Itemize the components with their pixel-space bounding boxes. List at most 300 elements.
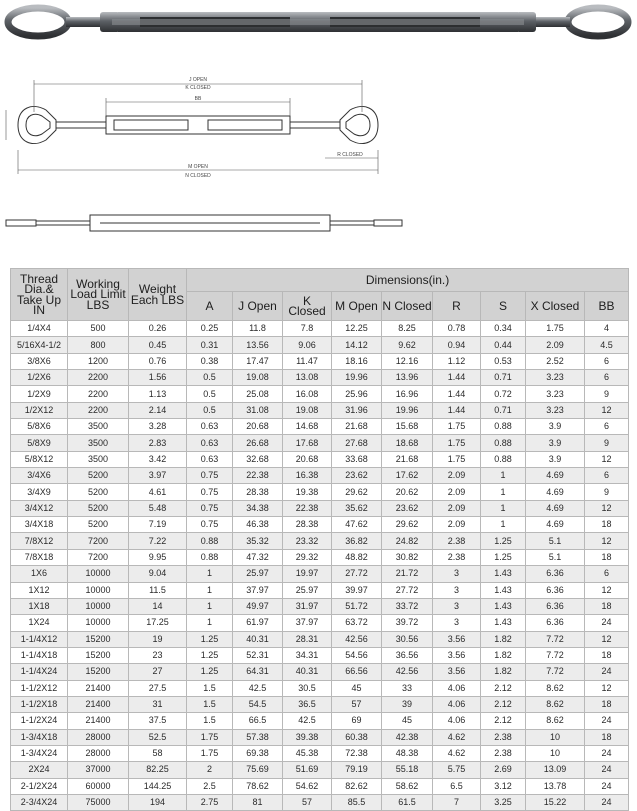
table-cell: 1.13 [129, 386, 187, 402]
table-cell: 19.08 [283, 402, 332, 418]
turnbuckle-spec-table [10, 268, 629, 811]
table-cell: 1-1/4X18 [11, 647, 68, 663]
table-cell: 1 [187, 615, 233, 631]
table-cell: 61.5 [382, 794, 433, 810]
table-cell: 39.97 [332, 582, 382, 598]
table-cell: 1.5 [187, 696, 233, 712]
table-cell: 1-1/4X24 [11, 664, 68, 680]
table-cell: 3.56 [433, 647, 481, 663]
table-cell: 1 [481, 517, 526, 533]
table-cell: 19.38 [283, 484, 332, 500]
table-cell: 2.5 [187, 778, 233, 794]
table-cell: 12 [585, 631, 629, 647]
table-cell: 82.62 [332, 778, 382, 794]
table-cell: 2.83 [129, 435, 187, 451]
table-row [11, 468, 629, 484]
table-cell: 14.12 [332, 337, 382, 353]
table-cell: 31 [129, 696, 187, 712]
table-cell: 37.5 [129, 713, 187, 729]
table-cell: 30.82 [382, 549, 433, 565]
table-cell: 1.25 [187, 631, 233, 647]
table-cell: 39.38 [283, 729, 332, 745]
table-cell: 37000 [68, 762, 129, 778]
table-cell: 7/8X12 [11, 533, 68, 549]
table-cell: 36.56 [382, 647, 433, 663]
table-cell: 19.96 [382, 402, 433, 418]
header-x: X Closed [526, 292, 585, 321]
table-cell: 21400 [68, 713, 129, 729]
table-row [11, 353, 629, 369]
table-row [11, 419, 629, 435]
label-k-closed: K CLOSED [185, 85, 211, 91]
table-cell: 17.25 [129, 615, 187, 631]
table-cell: 7200 [68, 533, 129, 549]
table-cell: 34.31 [283, 647, 332, 663]
table-cell: 42.5 [283, 713, 332, 729]
table-cell: 51.69 [283, 762, 332, 778]
table-cell: 3.9 [526, 451, 585, 467]
header-a: A [187, 292, 233, 321]
table-cell: 5/8X12 [11, 451, 68, 467]
table-cell: 3.97 [129, 468, 187, 484]
table-cell: 1.82 [481, 647, 526, 663]
table-cell: 54.62 [283, 778, 332, 794]
table-row [11, 713, 629, 729]
table-cell: 11.47 [283, 353, 332, 369]
table-cell: 0.5 [187, 402, 233, 418]
table-cell: 4.69 [526, 468, 585, 484]
table-cell: 10 [526, 729, 585, 745]
dimension-drawing [0, 72, 637, 182]
table-cell: 85.5 [332, 794, 382, 810]
table-cell: 3500 [68, 435, 129, 451]
header-n: N Closed [382, 292, 433, 321]
table-cell: 1.43 [481, 598, 526, 614]
table-row [11, 500, 629, 516]
table-cell: 1-1/2X18 [11, 696, 68, 712]
table-cell: 28.38 [283, 517, 332, 533]
table-cell: 47.32 [233, 549, 283, 565]
table-cell: 8.25 [382, 321, 433, 337]
table-cell: 2-3/4X24 [11, 794, 68, 810]
table-cell: 4.62 [433, 729, 481, 745]
table-cell: 4.69 [526, 500, 585, 516]
table-cell: 5200 [68, 468, 129, 484]
table-cell: 23.32 [283, 533, 332, 549]
table-cell: 15.68 [382, 419, 433, 435]
table-cell: 1X18 [11, 598, 68, 614]
table-cell: 9 [585, 386, 629, 402]
table-cell: 18 [585, 598, 629, 614]
table-cell: 4.06 [433, 680, 481, 696]
table-cell: 7.8 [283, 321, 332, 337]
table-cell: 3/4X6 [11, 468, 68, 484]
table-cell: 1-1/2X12 [11, 680, 68, 696]
table-cell: 5.75 [433, 762, 481, 778]
table-cell: 1200 [68, 353, 129, 369]
table-cell: 16.08 [283, 386, 332, 402]
table-cell: 0.63 [187, 435, 233, 451]
table-cell: 3.12 [481, 778, 526, 794]
table-cell: 2.38 [481, 729, 526, 745]
table-cell: 6.5 [433, 778, 481, 794]
table-cell: 23.62 [332, 468, 382, 484]
table-cell: 14 [129, 598, 187, 614]
table-cell: 51.72 [332, 598, 382, 614]
label-total-open: M OPEN [188, 164, 208, 170]
table-cell: 25.96 [332, 386, 382, 402]
table-cell: 21.72 [382, 566, 433, 582]
table-cell: 2.38 [481, 745, 526, 761]
table-cell: 78.62 [233, 778, 283, 794]
header-m: M Open [332, 292, 382, 321]
table-cell: 37.97 [283, 615, 332, 631]
table-cell: 1.75 [433, 435, 481, 451]
table-row [11, 517, 629, 533]
table-cell: 1.44 [433, 370, 481, 386]
table-cell: 24 [585, 745, 629, 761]
table-cell: 6.36 [526, 598, 585, 614]
table-cell: 75.69 [233, 762, 283, 778]
table-cell: 2.12 [481, 696, 526, 712]
table-cell: 7.72 [526, 647, 585, 663]
table-cell: 0.88 [187, 549, 233, 565]
table-cell: 58.62 [382, 778, 433, 794]
table-cell: 82.25 [129, 762, 187, 778]
table-cell: 3/4X9 [11, 484, 68, 500]
table-cell: 5.1 [526, 533, 585, 549]
table-cell: 9.06 [283, 337, 332, 353]
table-cell: 0.26 [129, 321, 187, 337]
table-cell: 1 [187, 566, 233, 582]
table-row [11, 435, 629, 451]
table-cell: 17.68 [283, 435, 332, 451]
table-cell: 4.06 [433, 696, 481, 712]
table-cell: 1.25 [481, 533, 526, 549]
table-row [11, 370, 629, 386]
table-cell: 19.97 [283, 566, 332, 582]
table-cell: 30.5 [283, 680, 332, 696]
table-cell: 0.75 [187, 500, 233, 516]
table-cell: 12 [585, 451, 629, 467]
table-cell: 2.09 [433, 500, 481, 516]
table-cell: 3500 [68, 419, 129, 435]
table-row [11, 337, 629, 353]
table-cell: 63.72 [332, 615, 382, 631]
table-cell: 0.88 [481, 435, 526, 451]
table-cell: 60.38 [332, 729, 382, 745]
table-cell: 5/8X6 [11, 419, 68, 435]
table-cell: 57 [332, 696, 382, 712]
table-cell: 57 [283, 794, 332, 810]
table-cell: 36.5 [283, 696, 332, 712]
table-cell: 33 [382, 680, 433, 696]
table-cell: 7200 [68, 549, 129, 565]
table-cell: 7.22 [129, 533, 187, 549]
turnbuckle-side-view [0, 205, 637, 241]
table-cell: 3/4X12 [11, 500, 68, 516]
table-cell: 2X24 [11, 762, 68, 778]
table-cell: 0.94 [433, 337, 481, 353]
table-cell: 18 [585, 696, 629, 712]
table-cell: 3.56 [433, 664, 481, 680]
table-cell: 1 [481, 468, 526, 484]
table-cell: 31.96 [332, 402, 382, 418]
table-row [11, 402, 629, 418]
table-cell: 75000 [68, 794, 129, 810]
table-cell: 24 [585, 794, 629, 810]
table-cell: 1X24 [11, 615, 68, 631]
table-cell: 33.68 [332, 451, 382, 467]
header-thread: Thread Dia.& Take Up IN [11, 269, 68, 321]
table-cell: 1X6 [11, 566, 68, 582]
table-cell: 194 [129, 794, 187, 810]
table-cell: 3.23 [526, 386, 585, 402]
table-row [11, 598, 629, 614]
table-cell: 35.62 [332, 500, 382, 516]
table-cell: 3 [433, 582, 481, 598]
table-cell: 5/16X4-1/2 [11, 337, 68, 353]
table-cell: 1.5 [187, 680, 233, 696]
table-cell: 3.9 [526, 419, 585, 435]
table-cell: 4.69 [526, 484, 585, 500]
table-row [11, 729, 629, 745]
table-cell: 18 [585, 549, 629, 565]
table-cell: 1.75 [433, 451, 481, 467]
table-row [11, 696, 629, 712]
table-cell: 1/2X12 [11, 402, 68, 418]
table-cell: 69.38 [233, 745, 283, 761]
table-cell: 0.75 [187, 468, 233, 484]
table-cell: 31.97 [283, 598, 332, 614]
table-cell: 1 [481, 484, 526, 500]
table-cell: 3/4X18 [11, 517, 68, 533]
table-cell: 1-3/4X24 [11, 745, 68, 761]
table-cell: 20.62 [382, 484, 433, 500]
table-cell: 8.62 [526, 680, 585, 696]
table-cell: 2.09 [433, 517, 481, 533]
table-cell: 18 [585, 647, 629, 663]
table-cell: 81 [233, 794, 283, 810]
table-cell: 24 [585, 713, 629, 729]
table-cell: 25.08 [233, 386, 283, 402]
table-cell: 13.09 [526, 762, 585, 778]
table-cell: 23.62 [382, 500, 433, 516]
table-cell: 25.97 [283, 582, 332, 598]
table-cell: 47.62 [332, 517, 382, 533]
table-row [11, 778, 629, 794]
table-cell: 7.72 [526, 631, 585, 647]
table-cell: 1.44 [433, 386, 481, 402]
table-row [11, 647, 629, 663]
table-cell: 39.72 [382, 615, 433, 631]
header-s: S [481, 292, 526, 321]
table-cell: 0.44 [481, 337, 526, 353]
table-cell: 1.25 [187, 664, 233, 680]
table-cell: 3.56 [433, 631, 481, 647]
table-cell: 48.82 [332, 549, 382, 565]
table-cell: 1.43 [481, 615, 526, 631]
table-cell: 17.62 [382, 468, 433, 484]
table-cell: 0.88 [481, 419, 526, 435]
table-cell: 2200 [68, 370, 129, 386]
table-cell: 28.31 [283, 631, 332, 647]
table-cell: 3.9 [526, 435, 585, 451]
table-cell: 4.69 [526, 517, 585, 533]
table-cell: 15.22 [526, 794, 585, 810]
table-cell: 1.82 [481, 664, 526, 680]
table-cell: 49.97 [233, 598, 283, 614]
table-row [11, 762, 629, 778]
table-row [11, 549, 629, 565]
table-row [11, 582, 629, 598]
table-cell: 66.56 [332, 664, 382, 680]
table-row [11, 680, 629, 696]
table-cell: 8.62 [526, 696, 585, 712]
table-cell: 28000 [68, 745, 129, 761]
table-cell: 2200 [68, 386, 129, 402]
header-load-limit: Working Load Limit LBS [68, 269, 129, 321]
table-cell: 18.68 [382, 435, 433, 451]
table-cell: 10 [526, 745, 585, 761]
table-cell: 20.68 [283, 451, 332, 467]
table-cell: 28.38 [233, 484, 283, 500]
header-r: R [433, 292, 481, 321]
table-cell: 0.25 [187, 321, 233, 337]
table-cell: 45 [382, 713, 433, 729]
table-cell: 16.96 [382, 386, 433, 402]
table-cell: 21400 [68, 680, 129, 696]
table-cell: 42.38 [382, 729, 433, 745]
table-cell: 19.96 [332, 370, 382, 386]
table-cell: 46.38 [233, 517, 283, 533]
table-cell: 1.75 [433, 419, 481, 435]
header-j: J Open [233, 292, 283, 321]
table-row [11, 794, 629, 810]
table-cell: 1.75 [187, 729, 233, 745]
table-cell: 1.82 [481, 631, 526, 647]
table-cell: 0.31 [187, 337, 233, 353]
table-cell: 4.5 [585, 337, 629, 353]
table-cell: 37.97 [233, 582, 283, 598]
table-cell: 27.72 [382, 582, 433, 598]
table-cell: 13.78 [526, 778, 585, 794]
table-cell: 0.76 [129, 353, 187, 369]
table-cell: 500 [68, 321, 129, 337]
table-row [11, 745, 629, 761]
table-cell: 9.04 [129, 566, 187, 582]
table-cell: 3.23 [526, 370, 585, 386]
table-cell: 25.97 [233, 566, 283, 582]
table-cell: 24 [585, 615, 629, 631]
table-cell: 13.56 [233, 337, 283, 353]
table-cell: 2.09 [433, 484, 481, 500]
table-row [11, 484, 629, 500]
table-cell: 6.36 [526, 615, 585, 631]
table-cell: 24 [585, 664, 629, 680]
table-cell: 19.08 [233, 370, 283, 386]
table-cell: 27.5 [129, 680, 187, 696]
table-cell: 13.96 [382, 370, 433, 386]
table-cell: 3.25 [481, 794, 526, 810]
table-row [11, 615, 629, 631]
table-cell: 0.88 [481, 451, 526, 467]
table-cell: 54.56 [332, 647, 382, 663]
table-cell: 0.75 [187, 484, 233, 500]
table-cell: 2.69 [481, 762, 526, 778]
table-cell: 1-3/4X18 [11, 729, 68, 745]
table-cell: 3.28 [129, 419, 187, 435]
table-cell: 21400 [68, 696, 129, 712]
table-cell: 9.62 [382, 337, 433, 353]
table-cell: 0.38 [187, 353, 233, 369]
table-cell: 0.5 [187, 386, 233, 402]
table-row [11, 631, 629, 647]
label-body: BB [194, 96, 202, 102]
table-cell: 2.14 [129, 402, 187, 418]
table-cell: 52.31 [233, 647, 283, 663]
table-cell: 2-1/2X24 [11, 778, 68, 794]
table-cell: 144.25 [129, 778, 187, 794]
table-cell: 66.5 [233, 713, 283, 729]
table-cell: 0.71 [481, 402, 526, 418]
table-cell: 30.56 [382, 631, 433, 647]
table-cell: 3 [433, 615, 481, 631]
table-cell: 42.56 [382, 664, 433, 680]
table-cell: 60000 [68, 778, 129, 794]
table-cell: 4.62 [433, 745, 481, 761]
table-cell: 5200 [68, 517, 129, 533]
table-cell: 42.56 [332, 631, 382, 647]
table-cell: 2.09 [433, 468, 481, 484]
table-cell: 4.61 [129, 484, 187, 500]
table-cell: 5.1 [526, 549, 585, 565]
table-cell: 2.38 [433, 549, 481, 565]
table-cell: 22.38 [283, 500, 332, 516]
table-cell: 0.53 [481, 353, 526, 369]
table-cell: 0.75 [187, 517, 233, 533]
table-cell: 7.19 [129, 517, 187, 533]
table-cell: 18 [585, 517, 629, 533]
table-cell: 2.09 [526, 337, 585, 353]
table-cell: 15200 [68, 664, 129, 680]
label-j-open: J OPEN [188, 77, 208, 83]
table-cell: 3.23 [526, 402, 585, 418]
table-cell: 6.36 [526, 566, 585, 582]
table-cell: 9.95 [129, 549, 187, 565]
table-cell: 64.31 [233, 664, 283, 680]
table-cell: 6 [585, 353, 629, 369]
table-row [11, 386, 629, 402]
table-cell: 12 [585, 680, 629, 696]
table-cell: 0.71 [481, 370, 526, 386]
table-cell: 54.5 [233, 696, 283, 712]
table-cell: 10000 [68, 566, 129, 582]
label-total-closed: N CLOSED [185, 173, 211, 179]
table-cell: 45 [332, 680, 382, 696]
table-cell: 29.62 [332, 484, 382, 500]
table-cell: 1 [481, 500, 526, 516]
table-cell: 20.68 [233, 419, 283, 435]
table-row [11, 321, 629, 337]
table-cell: 1.25 [481, 549, 526, 565]
table-cell: 36.82 [332, 533, 382, 549]
table-cell: 1-1/2X24 [11, 713, 68, 729]
table-cell: 6 [585, 370, 629, 386]
table-cell: 16.38 [283, 468, 332, 484]
table-cell: 15200 [68, 647, 129, 663]
table-cell: 10000 [68, 598, 129, 614]
